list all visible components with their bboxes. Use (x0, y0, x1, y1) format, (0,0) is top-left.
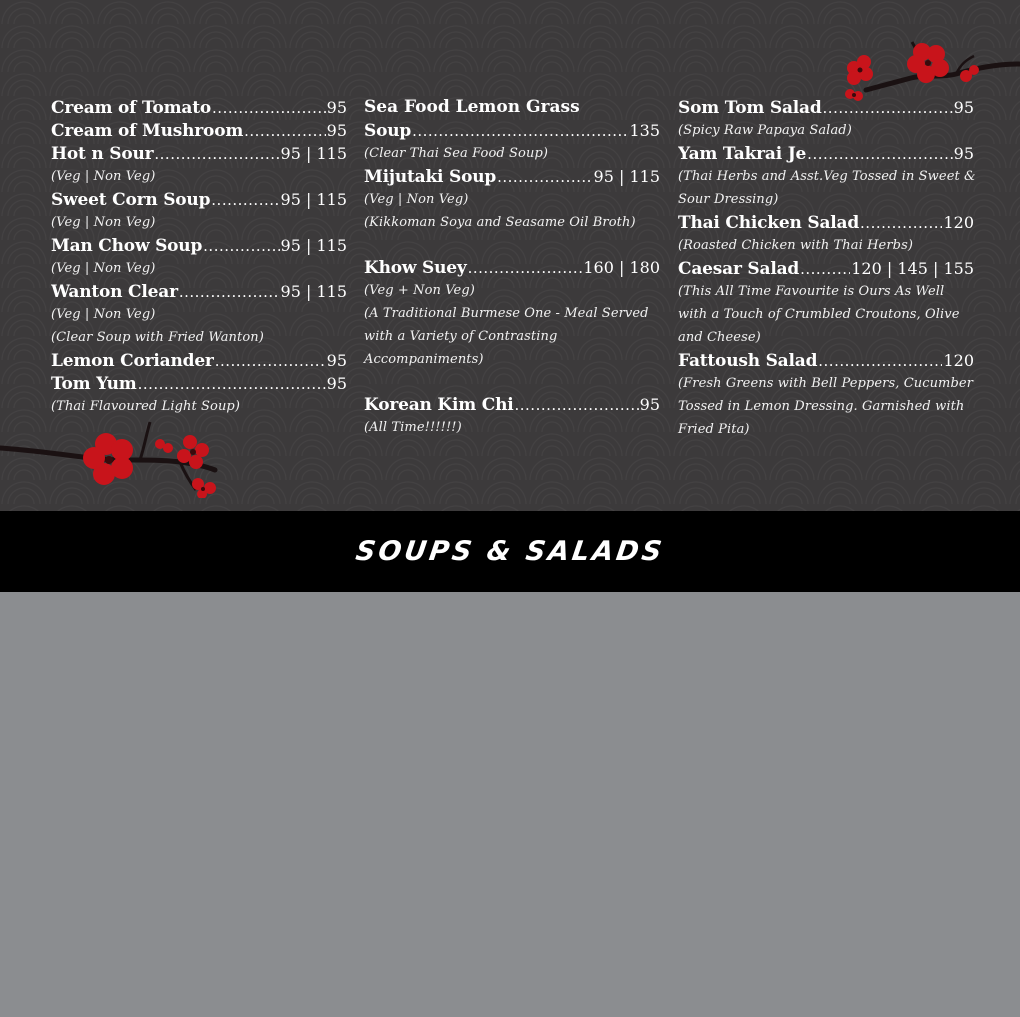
item-description: (All Time!!!!!!) (364, 420, 462, 435)
item-name: Thai Chicken Salad (678, 213, 860, 233)
item-description: (Thai Flavoured Light Soup) (51, 399, 241, 414)
menu-item (678, 211, 974, 234)
item-price: 95 | 115 (280, 236, 347, 255)
item-price: 120 | 145 | 155 (851, 259, 974, 278)
item-description: (Spicy Raw Papaya Salad) (678, 123, 852, 138)
item-description: (Veg + Non Veg) (364, 283, 475, 298)
item-description: with a Variety of Contrasting (364, 329, 558, 344)
menu-item (678, 142, 974, 165)
item-price: 95 (326, 121, 347, 140)
item-price: 95 (953, 144, 974, 163)
item-name: Man Chow Soup (51, 236, 203, 256)
cherry-blossom-branch-icon (0, 418, 226, 498)
item-price: 95 (326, 351, 347, 370)
item-description: and Cheese) (678, 330, 761, 345)
item-name: Tom Yum (51, 374, 137, 394)
item-description: Fried Pita) (678, 422, 750, 437)
item-price: 160 | 180 (583, 258, 660, 277)
item-price: 120 (943, 351, 974, 370)
item-description: (Veg | Non Veg) (51, 215, 156, 230)
item-price: 95 | 115 (280, 190, 347, 209)
item-description: (Veg | Non Veg) (51, 307, 156, 322)
item-price: 95 (326, 374, 347, 393)
item-name: Korean Kim Chi (364, 395, 514, 415)
menu-column-soups-specials (364, 96, 660, 439)
item-description: (Veg | Non Veg) (364, 192, 469, 207)
item-name: Caesar Salad (678, 259, 800, 279)
item-name: Yam Takrai Je (678, 144, 807, 164)
item-name: Som Tom Salad (678, 98, 822, 118)
item-description: (Veg | Non Veg) (51, 261, 156, 276)
menu-item (51, 349, 347, 372)
menu-item (678, 257, 974, 280)
item-name: Fattoush Salad (678, 351, 818, 371)
item-price: 95 | 115 (280, 144, 347, 163)
item-description: (This All Time Favourite is Ours As Well (678, 284, 945, 299)
menu-item (51, 234, 347, 257)
section-title-band (0, 511, 1020, 592)
menu-item (51, 188, 347, 211)
menu-item (51, 142, 347, 165)
item-description: Accompaniments) (364, 352, 484, 367)
menu-item (678, 96, 974, 119)
item-name: Khow Suey (364, 258, 467, 278)
item-price: 120 (943, 213, 974, 232)
item-price: 95 | 115 (593, 167, 660, 186)
item-name: Hot n Sour (51, 144, 154, 164)
menu-item (678, 349, 974, 372)
menu-item (364, 165, 660, 188)
item-description: (Kikkoman Soya and Seasame Oil Broth) (364, 215, 636, 230)
item-price: 95 (953, 98, 974, 117)
menu-item (51, 96, 347, 119)
section-title: SOUPS & SALADS (353, 536, 667, 567)
item-description: (Fresh Greens with Bell Peppers, Cucumber (678, 376, 974, 391)
item-price: 95 (326, 98, 347, 117)
item-price: 95 (639, 395, 660, 414)
item-description: (Veg | Non Veg) (51, 169, 156, 184)
item-description: (Roasted Chicken with Thai Herbs) (678, 238, 914, 253)
item-description: (Clear Soup with Fried Wanton) (51, 330, 264, 345)
item-name: Sea Food Lemon Grass (364, 97, 580, 117)
item-name: Wanton Clear (51, 282, 178, 302)
item-description: Sour Dressing) (678, 192, 779, 207)
item-description: with a Touch of Crumbled Croutons, Olive (678, 307, 960, 322)
item-price: 135 (629, 121, 660, 140)
item-description: Tossed in Lemon Dressing. Garnished with (678, 399, 965, 414)
menu-item (364, 393, 660, 416)
menu-column-salads (678, 96, 974, 441)
menu-item (51, 372, 347, 395)
item-name: Cream of Mushroom (51, 121, 244, 141)
item-description: (Thai Herbs and Asst.Veg Tossed in Sweet & (678, 169, 976, 184)
item-price: 95 | 115 (280, 282, 347, 301)
item-name: Sweet Corn Soup (51, 190, 211, 210)
item-name: Cream of Tomato (51, 98, 212, 118)
item-name: Soup (364, 121, 412, 141)
menu-item (51, 119, 347, 142)
menu-item (364, 256, 660, 279)
menu-item (51, 280, 347, 303)
item-name: Mijutaki Soup (364, 167, 497, 187)
menu-column-soups (51, 96, 347, 418)
item-name: Lemon Coriander (51, 351, 214, 371)
menu-item (364, 119, 660, 142)
blank-lower-area (0, 592, 1020, 1017)
item-description: (Clear Thai Sea Food Soup) (364, 146, 549, 161)
item-description: (A Traditional Burmese One - Meal Served (364, 306, 649, 321)
